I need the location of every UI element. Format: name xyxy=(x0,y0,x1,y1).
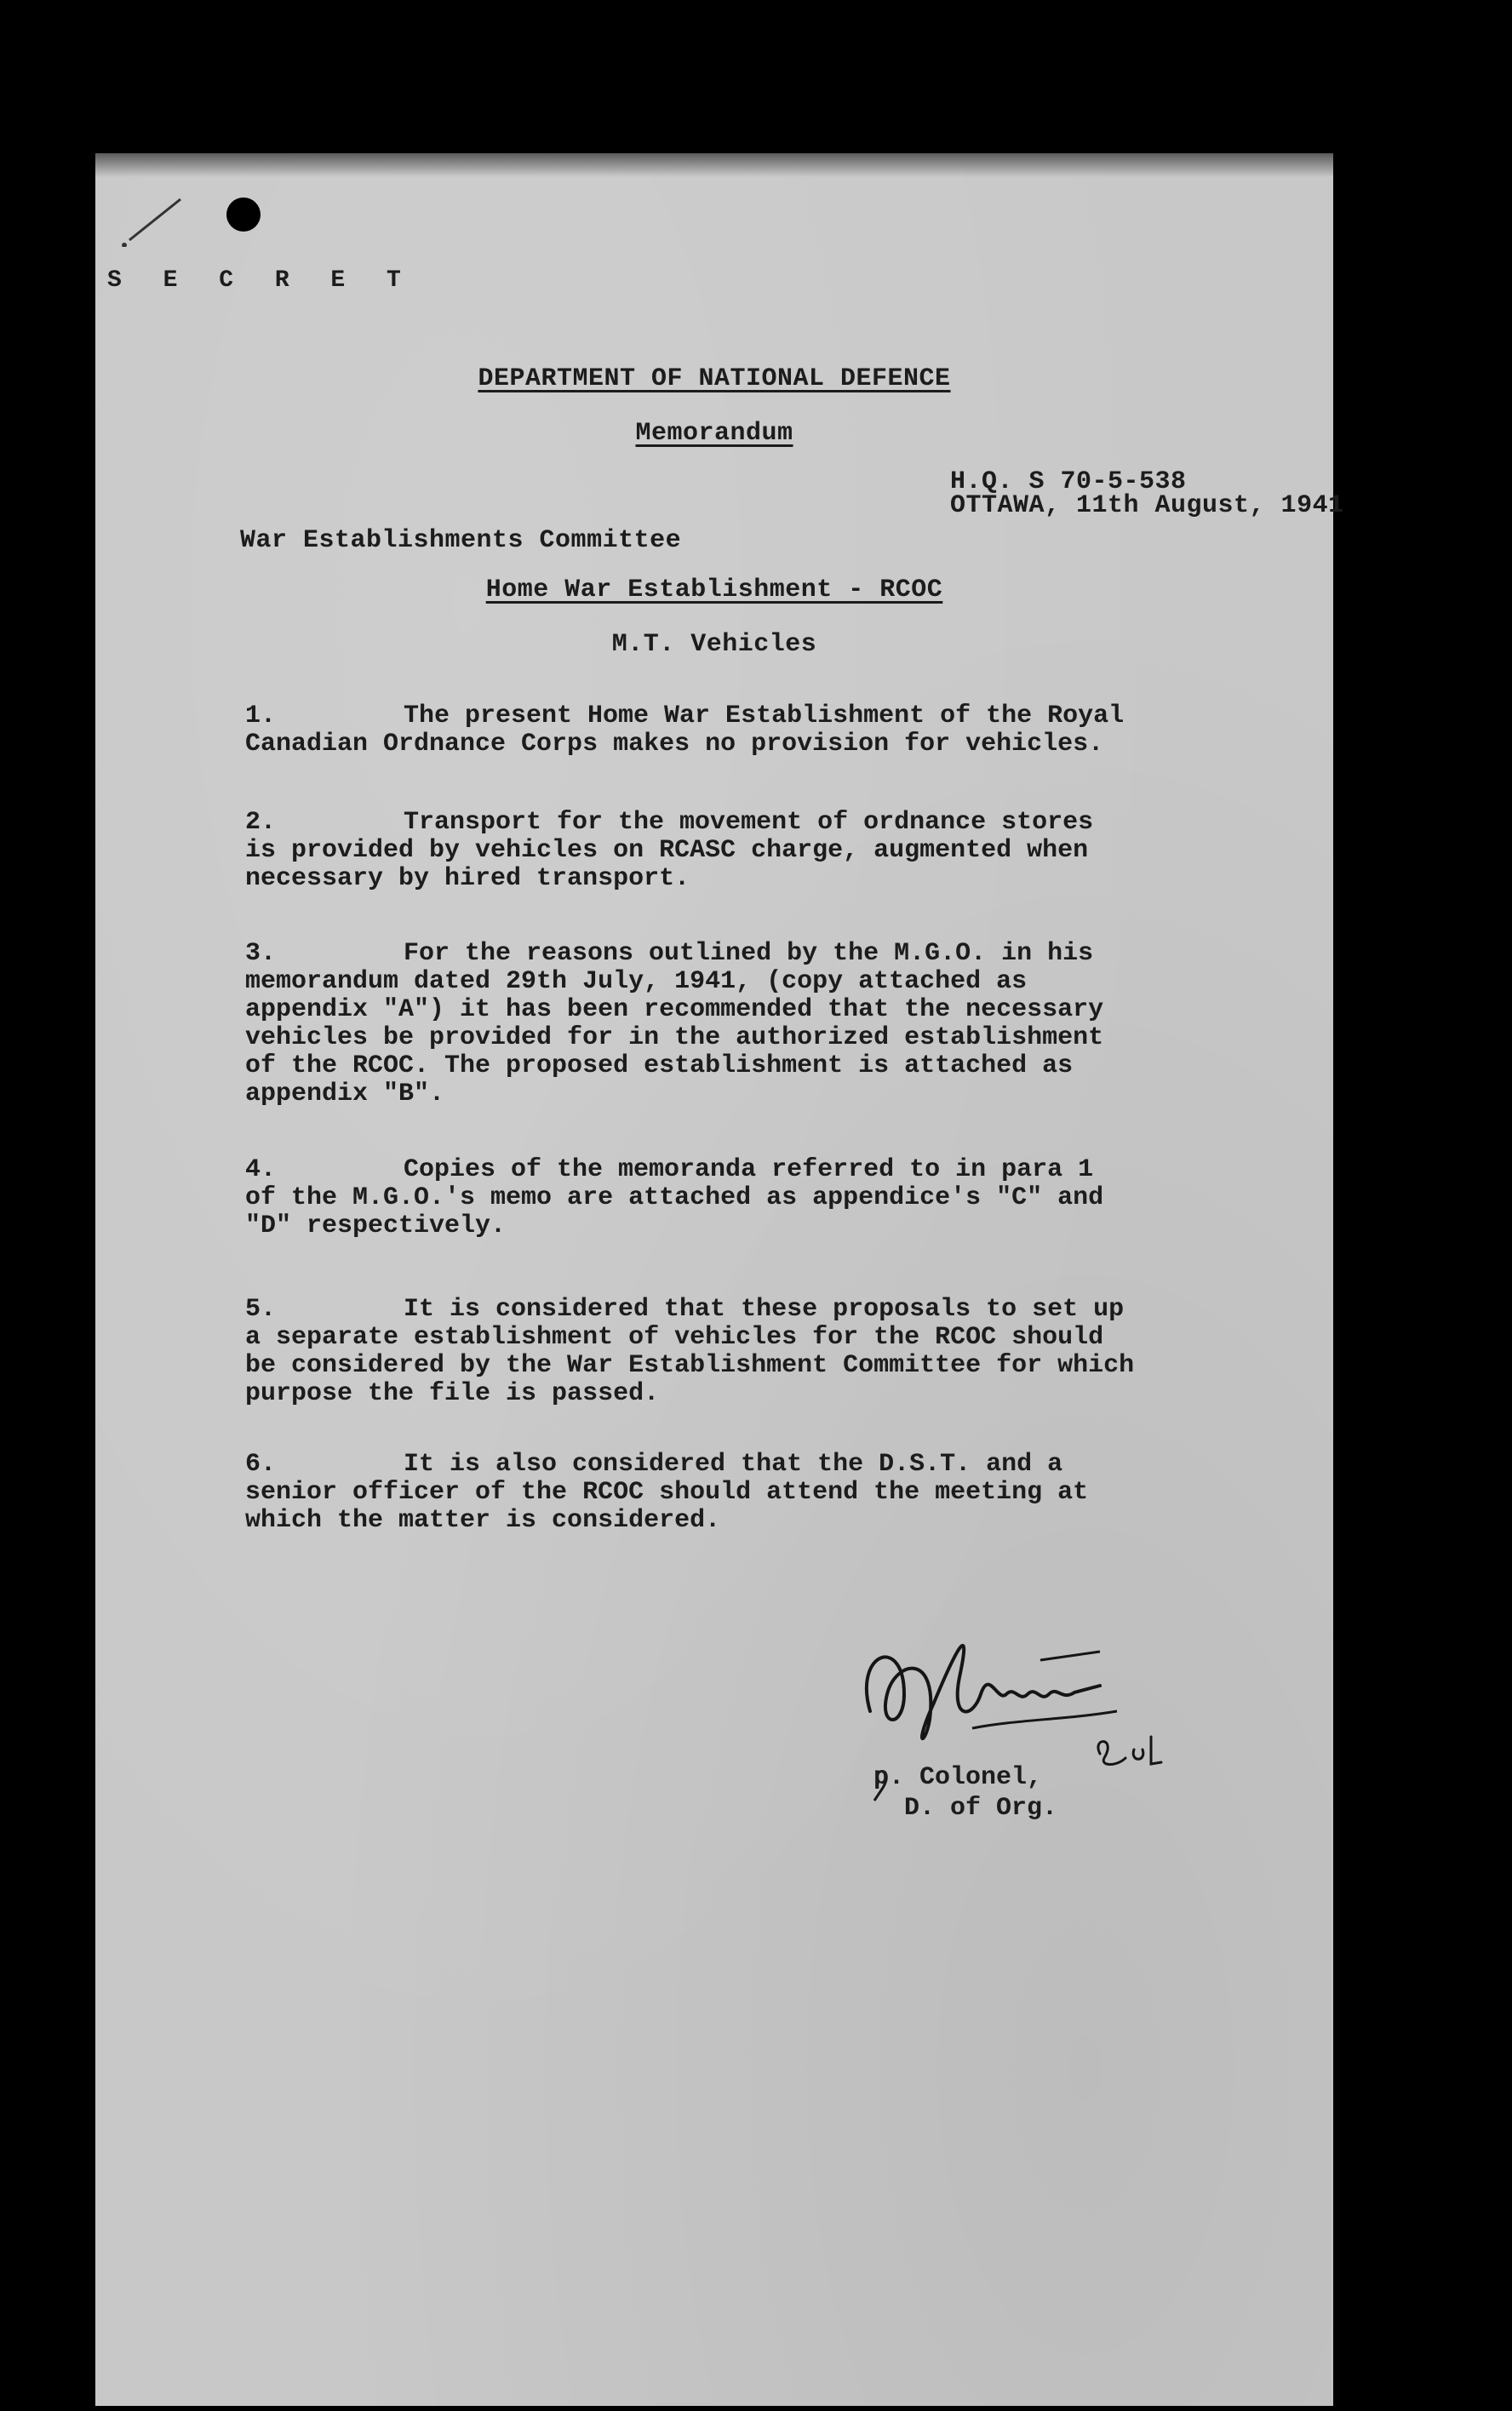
paragraph-1 xyxy=(245,702,1267,759)
paragraph-text: Transport for the movement of ordnance stores is provided by vehicles on RCASC charge, augmented when necessary by hired transport. xyxy=(245,808,1094,893)
sub-subject-line: M.T. Vehicles xyxy=(611,630,817,659)
addressee: War Establishments Committee xyxy=(240,526,682,555)
paragraph-text: The present Home War Establishment of the Royal Canadian Ordnance Corps makes no provision for vehicles. xyxy=(245,702,1125,759)
signature-block: p. Colonel, D. of Org. xyxy=(873,1763,1058,1823)
paragraph-text: For the reasons outlined by the M.G.O. in his memorandum dated 29th July, 1941, (copy attached as appendix "A") it has been recommended that the necessary vehicles be provided for in the authorized establishment of the RCOC. The proposed establishment is attached as appendix "B". xyxy=(245,939,1104,1108)
scan-speck xyxy=(1473,289,1480,298)
paragraph-text: It is also considered that the D.S.T. and a senior officer of the RCOC should attend the meeting at which the matter is considered. xyxy=(245,1450,1089,1535)
reference-block xyxy=(950,467,1344,520)
department-heading: DEPARTMENT OF NATIONAL DEFENCE xyxy=(478,364,951,393)
paragraph-text: Copies of the memoranda referred to in para 1 of the M.G.O.'s memo are attached as appendice's "C" and "D" respectively. xyxy=(245,1155,1104,1240)
scan-speck xyxy=(66,1870,72,1876)
file-reference: H.Q. S 70-5-538 xyxy=(950,467,1187,496)
classification-stamp: S E C R E T xyxy=(107,267,415,294)
pencil-mark-icon xyxy=(112,187,206,247)
memo-page xyxy=(95,153,1344,2406)
paragraph-3 xyxy=(245,940,1267,1108)
place-date: OTTAWA, 11th August, 1941 xyxy=(950,491,1344,520)
paragraph-number: 2. xyxy=(245,808,277,837)
punch-hole xyxy=(226,198,261,232)
paragraph-number: 5. xyxy=(245,1295,277,1324)
paragraph-6 xyxy=(245,1451,1267,1535)
paragraph-number: 1. xyxy=(245,702,277,730)
paragraph-number: 4. xyxy=(245,1155,277,1184)
paragraph-4 xyxy=(245,1156,1267,1240)
paragraph-number: 6. xyxy=(245,1450,277,1479)
scan-speck xyxy=(1362,371,1367,376)
paragraph-text: It is considered that these proposals to set up a separate establishment of vehicles for the RCOC should be considered by the War Establishment Committee for which purpose the file is passed. xyxy=(245,1295,1135,1408)
page-edge-shadow xyxy=(95,153,1333,177)
memo-type-heading: Memorandum xyxy=(635,419,793,448)
subject-line: Home War Establishment - RCOC xyxy=(485,576,943,604)
paragraph-2 xyxy=(245,809,1267,893)
paragraph-number: 3. xyxy=(245,939,277,968)
paragraph-5 xyxy=(245,1296,1267,1408)
